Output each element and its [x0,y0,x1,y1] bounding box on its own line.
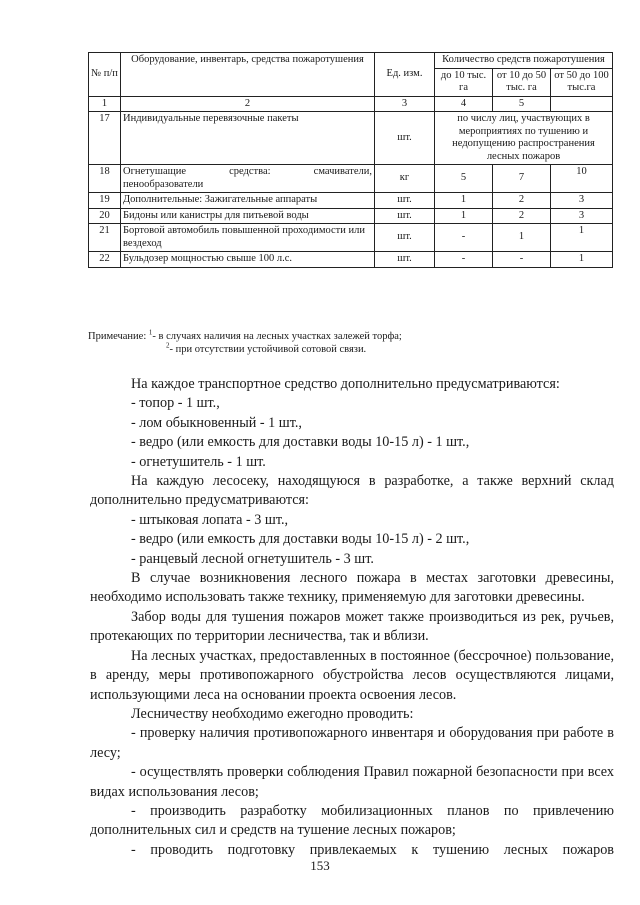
note-label: Примечание: [88,331,149,342]
row-num: 20 [89,208,121,224]
equipment-table [88,52,613,268]
row-qty-1: - [435,224,493,252]
paragraph: На каждое транспортное средство дополнительно предусматриваются: [131,376,560,392]
row-qty-1: 5 [435,165,493,193]
row-name: Огнетушащие средства: смачиватели, пенообразователи [121,165,375,193]
row-num: 19 [89,193,121,209]
row-unit: шт. [375,208,435,224]
body-text [90,375,614,860]
list-item: - штыковая лопата - 3 шт., [131,511,289,528]
col-number: 4 [435,96,493,112]
paragraph: На каждую лесосеку, находящуюся в разработке, а также верхний склад дополнительно предусматриваются: [90,473,614,509]
table-row [89,224,613,252]
row-qty-1: 1 [435,208,493,224]
list-item: - проводить подготовку привлекаемых к тушению лесных пожаров [131,841,614,858]
col-number-empty [551,96,613,112]
col-number: 3 [375,96,435,112]
row-num: 18 [89,165,121,193]
table-row [89,208,613,224]
header-unit: Ед. изм. [375,53,435,97]
row-qty-3: 10 [551,165,613,193]
list-item: - ведро (или емкость для доставки воды 10-15 л) - 2 шт., [131,531,470,548]
column-number-row [89,96,613,112]
paragraph: Лесничеству необходимо ежегодно проводить: [131,705,414,722]
row-merged-qty: по числу лиц, участвующих в мероприятиях по тушению и недопущению распространения лесных пожаров [435,112,613,165]
row-qty-2: 2 [493,193,551,209]
row-unit: шт. [375,112,435,165]
header-qty-col-1: до 10 тыс. га [435,68,493,96]
list-item: - огнетушитель - 1 шт. [131,453,266,470]
row-qty-3: 3 [551,193,613,209]
note-line-1 [88,330,402,343]
list-item: - ведро (или емкость для доставки воды 10-15 л) - 1 шт., [131,434,470,451]
col-number: 5 [493,96,551,112]
row-name: Бульдозер мощностью свыше 100 л.с. [121,252,375,268]
row-num: 22 [89,252,121,268]
list-item: - осуществлять проверки соблюдения Правил пожарной безопасности при всех видах использования лесов; [90,764,614,800]
row-qty-3: 3 [551,208,613,224]
note-line-2 [88,343,402,356]
table-header-row [89,53,613,69]
list-item: - топор - 1 шт., [131,395,220,412]
table-row [89,193,613,209]
row-qty-3: 1 [551,252,613,268]
row-unit: шт. [375,252,435,268]
row-name: Бортовой автомобиль повышенной проходимости или вездеход [121,224,375,252]
header-qty-col-2: от 10 до 50 тыс. га [493,68,551,96]
row-num: 21 [89,224,121,252]
table-row [89,112,613,165]
row-qty-2: 7 [493,165,551,193]
row-qty-2: 2 [493,208,551,224]
row-qty-2: 1 [493,224,551,252]
header-qty-col-3: от 50 до 100 тыс.га [551,68,613,96]
header-qty-group: Количество средств пожаротушения [435,53,613,69]
note-text-2: - при отсутствии устойчивой сотовой связи. [169,344,367,355]
note-sup-1: 1 [148,328,153,337]
paragraph: В случае возникновения лесного пожара в местах заготовки древесины, необходимо использовать также технику, применяемую для заготовки древесины. [90,570,614,606]
row-name: Бидоны или канистры для питьевой воды [121,208,375,224]
header-equipment: Оборудование, инвентарь, средства пожаротушения [121,53,375,97]
row-qty-1: 1 [435,193,493,209]
paragraph: На лесных участках, предоставленных в постоянное (бессрочное) пользование, в аренду, меры противопожарного обустройства лесов осуществляются лицами, использующими леса на основании проекта освоения лесов. [90,647,614,703]
list-item: - лом обыкновенный - 1 шт., [131,414,302,431]
row-num: 17 [89,112,121,165]
table-row [89,252,613,268]
row-unit: шт. [375,224,435,252]
note-text-1: - в случаях наличия на лесных участках залежей торфа; [152,331,402,342]
list-item: - ранцевый лесной огнетушитель - 3 шт. [131,550,374,567]
row-unit: шт. [375,193,435,209]
row-name: Индивидуальные перевязочные пакеты [121,112,375,165]
col-number: 1 [89,96,121,112]
list-item: - производить разработку мобилизационных планов по привлечению дополнительных сил и средств на тушение лесных пожаров; [90,802,614,839]
col-number: 2 [121,96,375,112]
note-sup-2: 2 [166,341,170,350]
page-number: 153 [310,858,330,873]
table-row [89,165,613,193]
paragraph: Забор воды для тушения пожаров может также производиться из рек, ручьев, протекающих по территории лесничества, так и вблизи. [90,608,614,645]
row-qty-2: - [493,252,551,268]
row-qty-1: - [435,252,493,268]
row-qty-3: 1 [551,224,613,252]
table-notes [88,330,402,356]
row-unit: кг [375,165,435,193]
header-num: № п/п [89,53,121,97]
list-item: - проверку наличия противопожарного инвентаря и оборудования при работе в лесу; [90,725,614,761]
row-name: Дополнительные: Зажигательные аппараты [121,193,375,209]
